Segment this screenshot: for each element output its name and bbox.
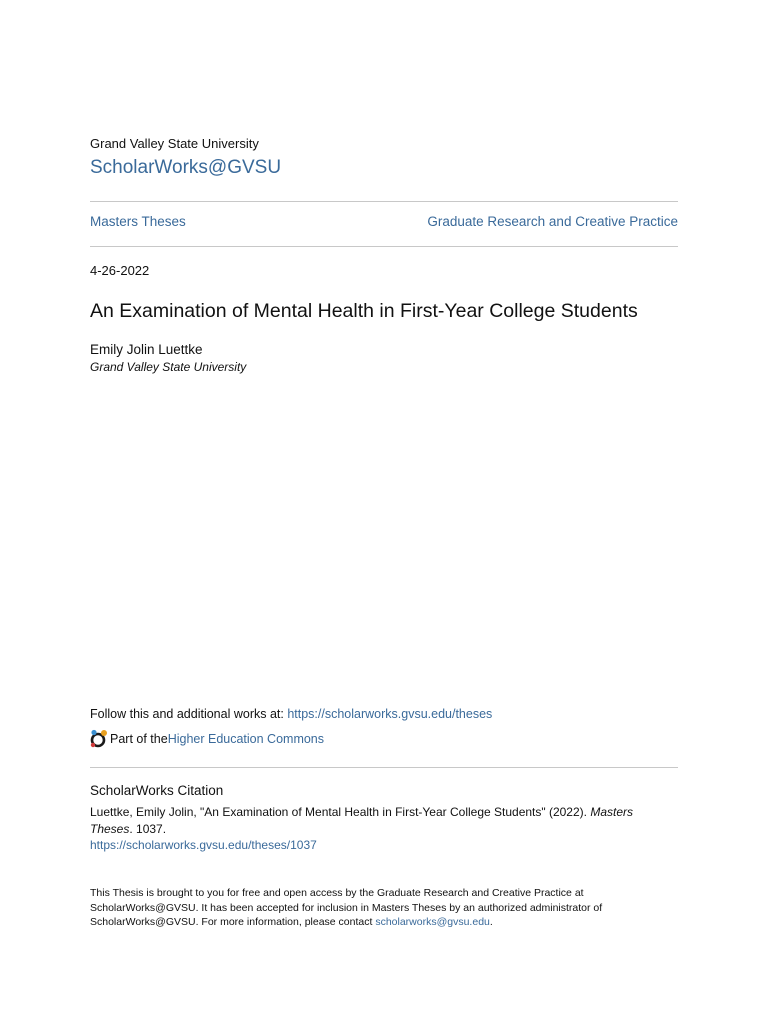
notice-text: This Thesis is brought to you for free and open access by the Graduate Research and Creative Practice at ScholarWorks@GVSU. It has been accepted for inclusion in Masters Theses by an authorized administrator of ScholarWorks@GVSU. For more information, please contact (90, 887, 603, 928)
institution-name: Grand Valley State University (90, 136, 259, 151)
graduate-research-link[interactable]: Graduate Research and Creative Practice (427, 214, 678, 229)
higher-education-commons-link[interactable]: Higher Education Commons (167, 732, 325, 746)
citation-series: Masters Theses (90, 805, 634, 836)
document-title: An Examination of Mental Health in First-Year College Students (90, 300, 638, 322)
publication-date: 4-26-2022 (90, 263, 150, 278)
citation-text (90, 804, 678, 837)
cover-page (90, 0, 678, 1024)
divider-nav (90, 246, 678, 247)
repository-link[interactable]: ScholarWorks@GVSU (90, 157, 282, 178)
follow-prefix: Follow this and additional works at: (90, 707, 288, 721)
author-name: Emily Jolin Luettke (90, 342, 203, 357)
follow-line (90, 707, 492, 721)
commons-network-icon (90, 729, 108, 749)
notice-end: . (489, 916, 493, 928)
masters-theses-link[interactable]: Masters Theses (90, 214, 186, 229)
contact-email-link[interactable]: scholarworks@gvsu.edu (375, 916, 490, 928)
citation-main: Luettke, Emily Jolin, "An Examination of Mental Health in First-Year College Students" (2022). (90, 805, 591, 819)
citation-heading: ScholarWorks Citation (90, 783, 224, 798)
divider-top (90, 201, 678, 202)
part-of-line (90, 729, 324, 749)
citation-number: . 1037. (129, 821, 167, 836)
divider-citation (90, 767, 678, 768)
part-of-prefix: Part of the (110, 732, 168, 746)
citation-url-link[interactable]: https://scholarworks.gvsu.edu/theses/1037 (90, 838, 317, 852)
theses-url-link[interactable]: https://scholarworks.gvsu.edu/theses (287, 707, 493, 721)
author-affiliation: Grand Valley State University (90, 360, 247, 374)
access-notice (90, 886, 678, 930)
